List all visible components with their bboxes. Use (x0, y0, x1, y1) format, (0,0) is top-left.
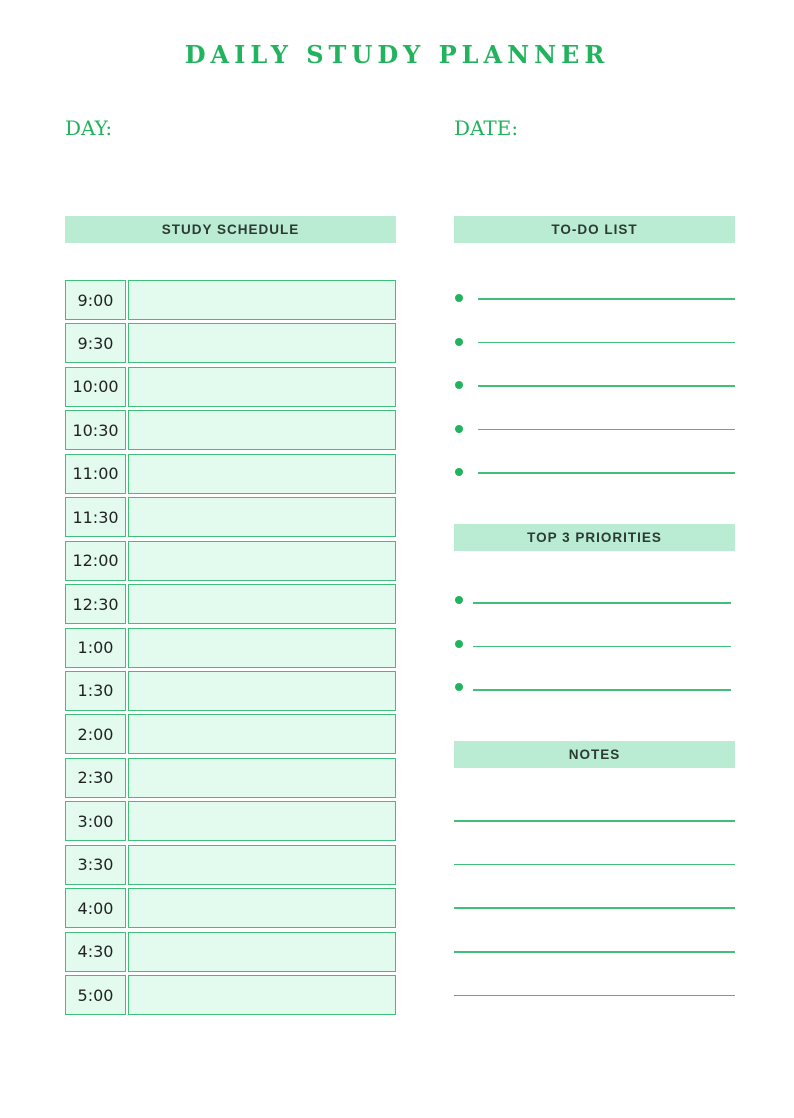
schedule-row (65, 801, 396, 841)
schedule-row (65, 323, 396, 363)
schedule-row (65, 714, 396, 754)
schedule-time-label: 3:30 (65, 845, 126, 885)
bullet-icon (455, 425, 463, 433)
schedule-entry-box[interactable] (128, 845, 396, 885)
schedule-entry-box[interactable] (128, 671, 396, 711)
todo-writing-line (478, 385, 735, 387)
schedule-entry-box[interactable] (128, 497, 396, 537)
schedule-row (65, 280, 396, 320)
todo-item[interactable] (454, 322, 735, 366)
notes-header: NOTES (454, 741, 735, 768)
schedule-entry-box[interactable] (128, 888, 396, 928)
study-schedule-header: STUDY SCHEDULE (65, 216, 396, 243)
bullet-icon (455, 338, 463, 346)
notes-writing-line[interactable] (454, 951, 735, 953)
notes-writing-line[interactable] (454, 907, 735, 909)
schedule-entry-box[interactable] (128, 975, 396, 1015)
todo-item[interactable] (454, 452, 735, 496)
schedule-entry-box[interactable] (128, 410, 396, 450)
schedule-entry-box[interactable] (128, 367, 396, 407)
schedule-entry-box[interactable] (128, 454, 396, 494)
bullet-icon (455, 596, 463, 604)
notes-lines (454, 820, 735, 1038)
top-priorities-header: TOP 3 PRIORITIES (454, 524, 735, 551)
bullet-icon (455, 468, 463, 476)
schedule-time-label: 10:00 (65, 367, 126, 407)
priority-writing-line (473, 689, 731, 691)
schedule-time-label: 2:00 (65, 714, 126, 754)
planner-title: DAILY STUDY PLANNER (184, 40, 610, 69)
todo-item[interactable] (454, 365, 735, 409)
todo-list-header: TO-DO LIST (454, 216, 735, 243)
schedule-entry-box[interactable] (128, 280, 396, 320)
schedule-row (65, 497, 396, 537)
schedule-entry-box[interactable] (128, 932, 396, 972)
bullet-icon (455, 640, 463, 648)
schedule-entry-box[interactable] (128, 584, 396, 624)
priority-item[interactable] (454, 624, 731, 668)
bullet-icon (455, 294, 463, 302)
schedule-time-label: 12:00 (65, 541, 126, 581)
schedule-entry-box[interactable] (128, 714, 396, 754)
date-label: DATE: (454, 116, 519, 140)
schedule-time-label: 5:00 (65, 975, 126, 1015)
priority-list (454, 580, 731, 711)
notes-writing-line[interactable] (454, 820, 735, 822)
study-schedule-grid (65, 280, 396, 1018)
schedule-row (65, 758, 396, 798)
todo-item[interactable] (454, 278, 735, 322)
schedule-time-label: 9:30 (65, 323, 126, 363)
schedule-time-label: 4:30 (65, 932, 126, 972)
schedule-time-label: 4:00 (65, 888, 126, 928)
schedule-entry-box[interactable] (128, 541, 396, 581)
schedule-row (65, 975, 396, 1015)
schedule-entry-box[interactable] (128, 801, 396, 841)
priority-item[interactable] (454, 580, 731, 624)
schedule-time-label: 11:30 (65, 497, 126, 537)
schedule-entry-box[interactable] (128, 323, 396, 363)
todo-writing-line (478, 429, 735, 431)
schedule-row (65, 541, 396, 581)
schedule-row (65, 845, 396, 885)
schedule-time-label: 12:30 (65, 584, 126, 624)
todo-item[interactable] (454, 409, 735, 453)
schedule-time-label: 1:00 (65, 628, 126, 668)
schedule-time-label: 9:00 (65, 280, 126, 320)
schedule-row (65, 454, 396, 494)
notes-writing-line[interactable] (454, 995, 735, 997)
schedule-row (65, 628, 396, 668)
todo-writing-line (478, 342, 735, 344)
todo-writing-line (478, 472, 735, 474)
priority-writing-line (473, 646, 731, 648)
priority-writing-line (473, 602, 731, 604)
schedule-time-label: 3:00 (65, 801, 126, 841)
schedule-row (65, 410, 396, 450)
priority-item[interactable] (454, 667, 731, 711)
schedule-row (65, 367, 396, 407)
schedule-row (65, 888, 396, 928)
schedule-time-label: 11:00 (65, 454, 126, 494)
day-label: DAY: (65, 116, 113, 140)
schedule-time-label: 1:30 (65, 671, 126, 711)
todo-writing-line (478, 298, 735, 300)
schedule-entry-box[interactable] (128, 758, 396, 798)
notes-writing-line[interactable] (454, 864, 735, 866)
bullet-icon (455, 381, 463, 389)
todo-list (454, 278, 735, 496)
schedule-time-label: 2:30 (65, 758, 126, 798)
schedule-time-label: 10:30 (65, 410, 126, 450)
bullet-icon (455, 683, 463, 691)
schedule-entry-box[interactable] (128, 628, 396, 668)
schedule-row (65, 932, 396, 972)
schedule-row (65, 671, 396, 711)
schedule-row (65, 584, 396, 624)
